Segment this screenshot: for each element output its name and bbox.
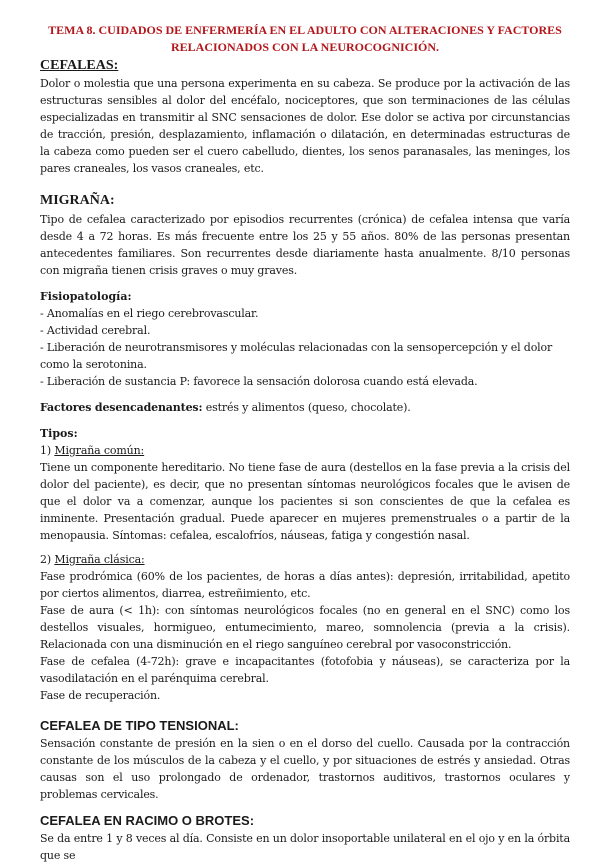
fisiopatologia-list: [40, 305, 570, 390]
comun-number: 1): [40, 444, 55, 457]
clasica-heading: [40, 551, 570, 568]
tipos-heading: Tipos:: [40, 427, 78, 440]
comun-title: Migraña común:: [54, 444, 145, 457]
tensional-heading: CEFALEA DE TIPO TENSIONAL:: [40, 718, 239, 733]
title-line-2: RELACIONADOS CON LA NEUROCOGNICIÓN.: [170, 40, 440, 54]
migrana-paragraph: Tipo de cefalea caracterizado por episodios recurrentes (crónica) de cefalea intensa que varía desde 4 a 72 horas. Es más frecuente entre los 25 y 55 años. 80% de las personas presentan antecedentes familiares. Son recurrentes desde diariamente hasta anualmente. 8/10 personas con migraña tienen crisis graves o muy graves.: [40, 213, 570, 277]
clasica-phase: Fase de recuperación.: [40, 689, 161, 702]
factores-text: estrés y alimentos (queso, chocolate).: [202, 401, 411, 414]
cefaleas-paragraph: Dolor o molestia que una persona experimenta en su cabeza. Se produce por la activación de las estructuras sensibles al dolor del encéfalo, nociceptores, que son terminaciones de las células especializadas en transmitir al SNC sensaciones de dolor. Ese dolor se activa por circunstancias de tracción, presión, desplazamiento, inflamación o dilatación, en determinadas estructuras de la cabeza como pueden ser el cuero cabelludo, dientes, los senos paranasales, las meninges, los pares craneales, los vasos craneales, etc.: [40, 77, 570, 175]
factores-label: Factores desencadenantes:: [40, 401, 203, 414]
clasica-number: 2): [40, 553, 55, 566]
comun-paragraph: Tiene un componente hereditario. No tiene fase de aura (destellos en la fase previa a la crisis del dolor del paciente), es decir, que no presentan síntomas neurológicos focales que le avisen de que el dolor va a comenzar, aunque los pacientes si son conscientes de que la cefalea es inminente. Presentación gradual. Puede aparecer en mujeres premenstruales o a partir de la menopausia. Síntomas: cefalea, escalofríos, náuseas, fatiga y congestión nasal.: [40, 461, 570, 542]
tensional-paragraph: Sensación constante de presión en la sien o en el dorso del cuello. Causada por la contracción constante de los músculos de la cabeza y el cuello, y por situaciones de estrés y ansiedad. Otras causas son el uso prolongado de ordenador, trastornos auditivos, trastornos oculares y problemas cervicales.: [40, 737, 570, 801]
clasica-phase: Fase de aura (< 1h): con síntomas neurológicos focales (no en general en el SNC) como los destellos visuales, hormigueo, entumecimiento, mareo, somnolencia (previa a la crisis). Relacionada con una disminución en el riego sanguíneo cerebral por vasoconstricción.: [40, 604, 570, 651]
list-item: - Actividad cerebral.: [40, 324, 151, 337]
migrana-heading: MIGRAÑA:: [40, 193, 115, 208]
list-item: - Liberación de neurotransmisores y moléculas relacionadas con la sensopercepción y el dolor como la serotonina.: [40, 341, 553, 371]
clasica-title: Migraña clásica:: [54, 553, 145, 566]
factores-line: [40, 399, 570, 416]
document-title: [40, 22, 570, 56]
comun-heading: [40, 442, 570, 459]
clasica-phase: Fase de cefalea (4-72h): grave e incapacitantes (fotofobia y náuseas), se caracteriza por la vasodilatación en el parénquima cerebral.: [40, 655, 570, 685]
cefaleas-heading: CEFALEAS:: [40, 58, 119, 73]
racimo-heading: CEFALEA EN RACIMO O BROTES:: [40, 813, 255, 828]
title-line-1: TEMA 8. CUIDADOS DE ENFERMERÍA EN EL ADULTO CON ALTERACIONES Y FACTORES: [48, 23, 562, 37]
fisiopatologia-heading: Fisiopatología:: [40, 290, 132, 303]
racimo-paragraph: Se da entre 1 y 8 veces al día. Consiste en un dolor insoportable unilateral en el ojo y en la órbita que se: [40, 832, 570, 862]
list-item: - Liberación de sustancia P: favorece la sensación dolorosa cuando está elevada.: [40, 375, 478, 388]
clasica-phase: Fase prodrómica (60% de los pacientes, de horas a días antes): depresión, irritabilidad, apetito por ciertos alimentos, diarrea, estreñimiento, etc.: [40, 570, 570, 600]
list-item: - Anomalías en el riego cerebrovascular.: [40, 307, 259, 320]
